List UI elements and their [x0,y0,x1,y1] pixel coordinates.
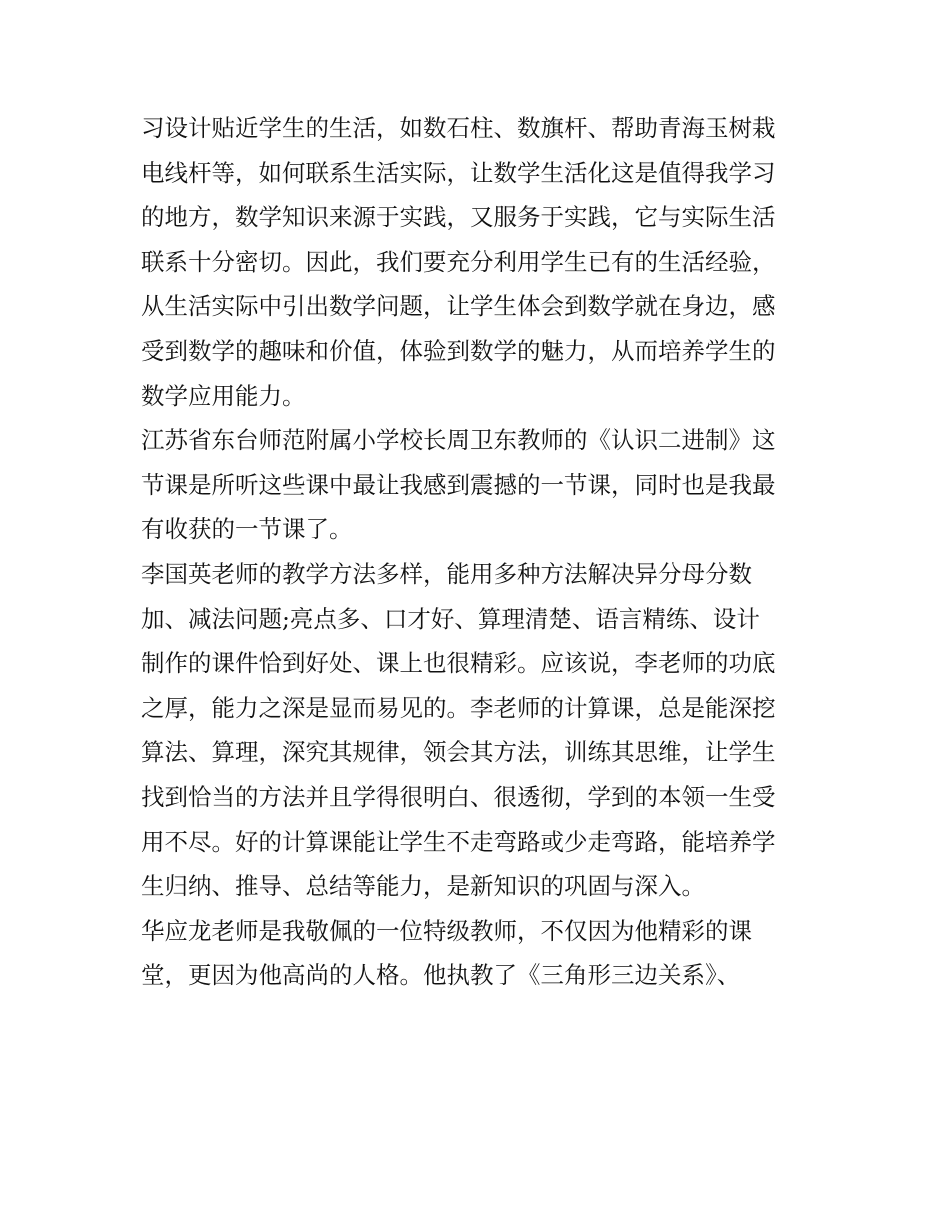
text-line: 用不尽。好的计算课能让学生不走弯路或少走弯路，能培养学 [141,827,776,856]
text-line: 制作的课件恰到好处、课上也很精彩。应该说，李老师的功底 [141,649,776,678]
text-line: 生归纳、推导、总结等能力，是新知识的巩固与深入。 [141,872,705,901]
text-line: 李国英老师的教学方法多样，能用多种方法解决异分母分数 [141,559,752,588]
text-line: 从生活实际中引出数学问题，让学生体会到数学就在身边，感 [141,292,776,321]
text-line: 加、减法问题;亮点多、口才好、算理清楚、语言精练、设计 [141,604,760,633]
body-text [141,106,821,998]
text-line: 联系十分密切。因此，我们要充分利用学生已有的生活经验， [141,247,776,276]
text-line: 华应龙老师是我敬佩的一位特级教师，不仅因为他精彩的课 [141,916,752,945]
text-line: 有收获的一节课了。 [141,515,353,544]
text-line: 受到数学的趣味和价值，体验到数学的魅力，从而培养学生的 [141,336,776,365]
text-line: 之厚，能力之深是显而易见的。李老师的计算课，总是能深挖 [141,693,776,722]
text-line: 电线杆等，如何联系生活实际，让数学生活化这是值得我学习 [141,158,776,187]
text-line: 数学应用能力。 [141,381,306,410]
text-line: 堂，更因为他高尚的人格。他执教了《三角形三边关系》、 [141,961,741,990]
text-line: 找到恰当的方法并且学得很明白、很透彻，学到的本领一生受 [141,782,776,811]
text-line: 江苏省东台师范附属小学校长周卫东教师的《认识二进制》这 [141,426,776,455]
text-line: 习设计贴近学生的生活，如数石柱、数旗杆、帮助青海玉树栽 [141,114,776,142]
text-line: 算法、算理，深究其规律，领会其方法，训练其思维，让学生 [141,738,776,767]
text-line: 的地方，数学知识来源于实践，又服务于实践，它与实际生活 [141,203,776,232]
text-line: 节课是所听这些课中最让我感到震撼的一节课，同时也是我最 [141,470,776,499]
